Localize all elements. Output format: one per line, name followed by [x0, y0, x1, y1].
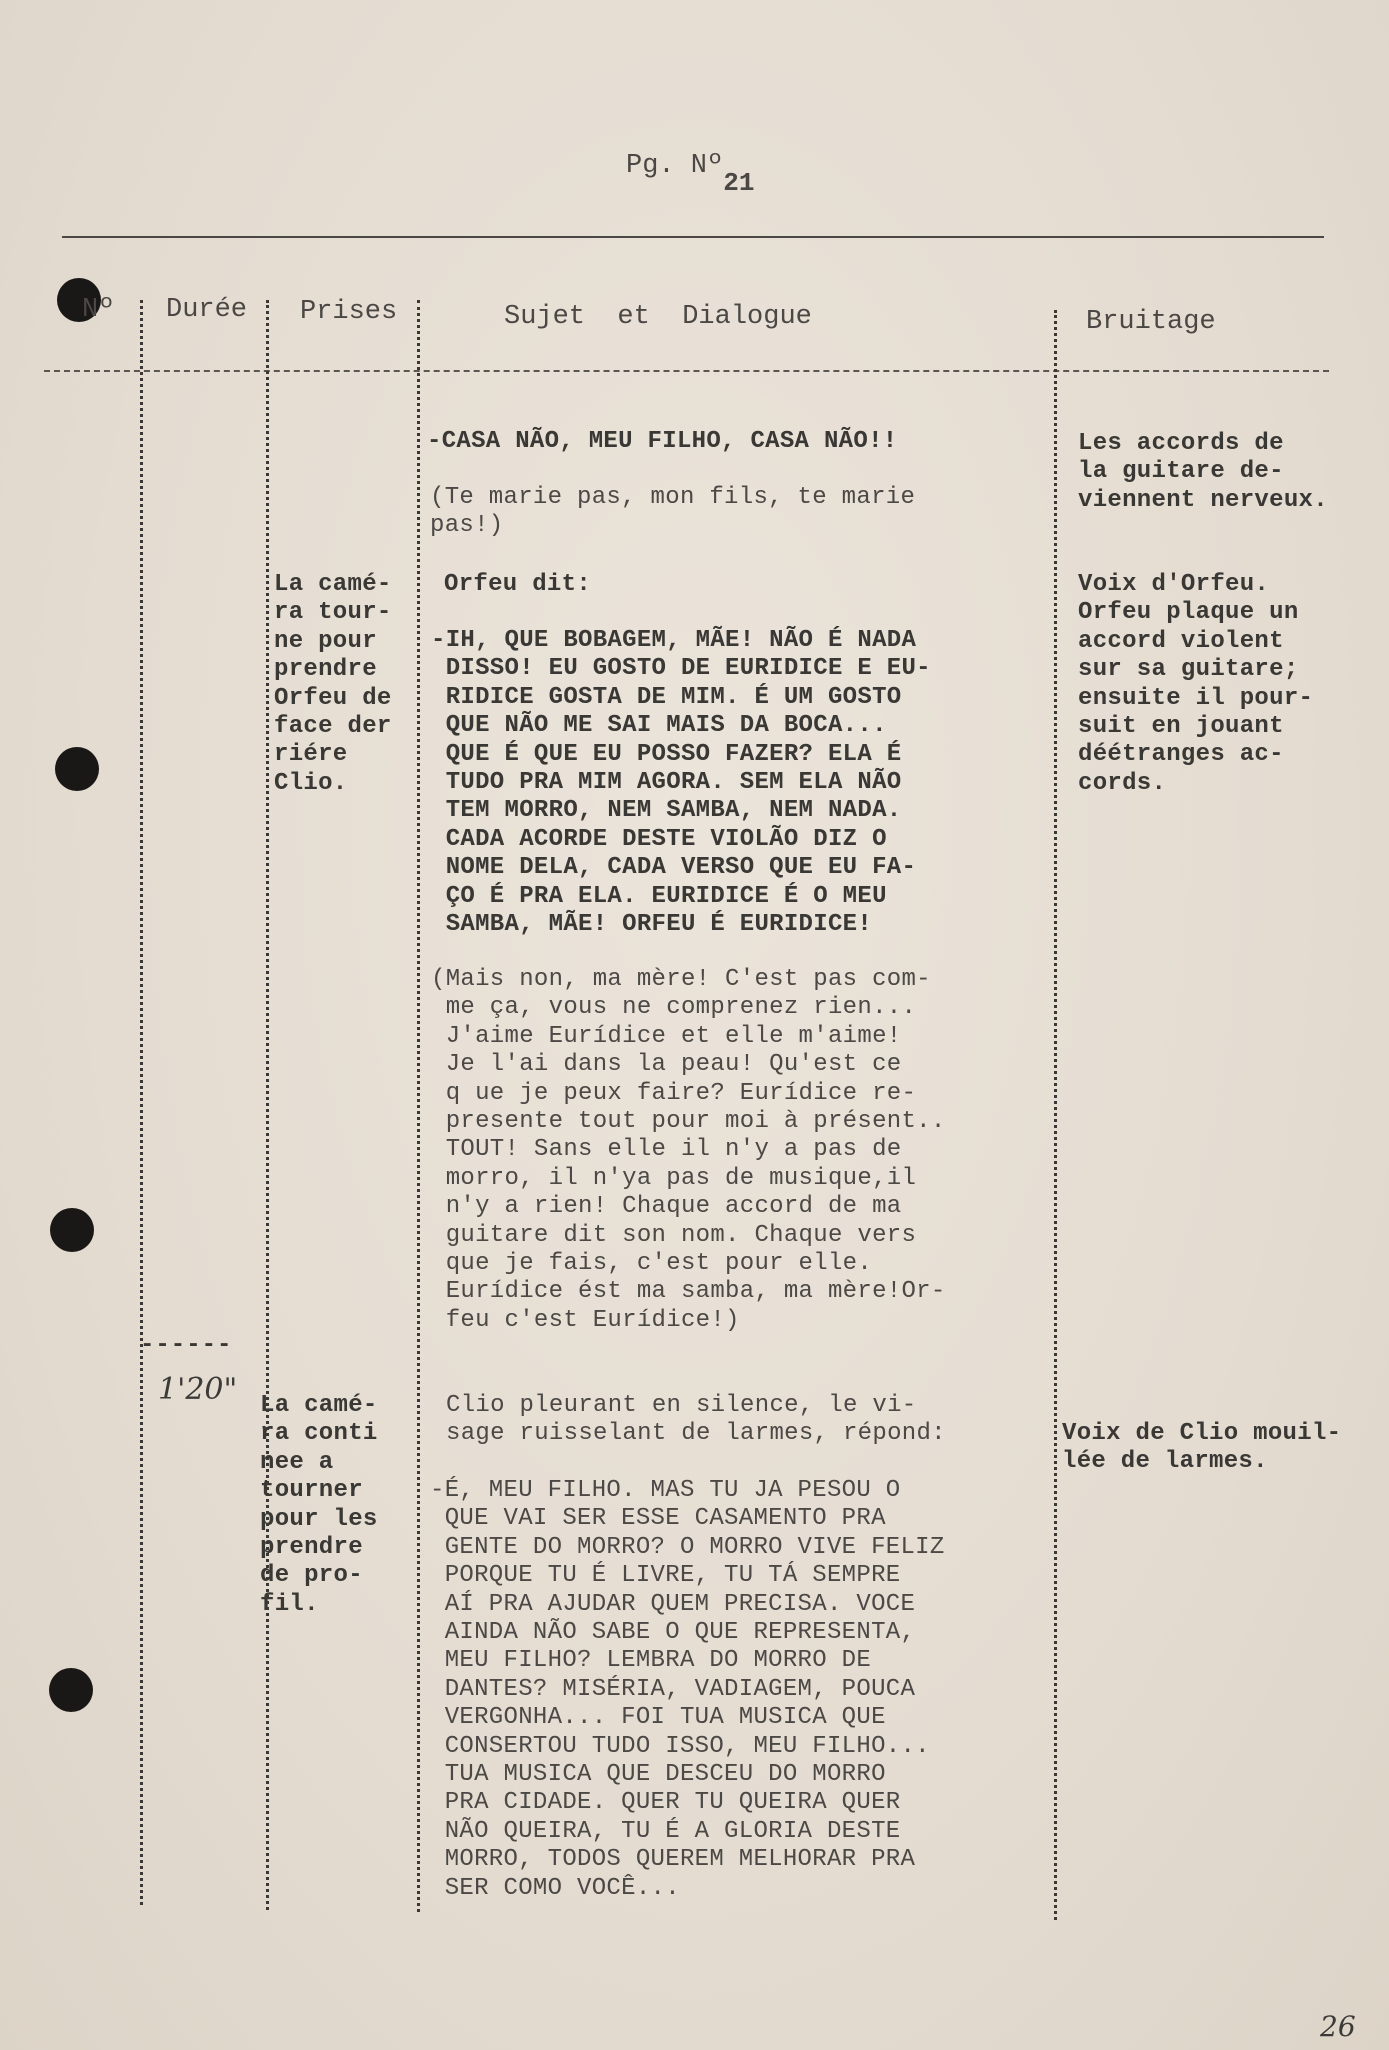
top-rule [62, 236, 1324, 238]
dialogue-1: -CASA NÃO, MEU FILHO, CASA NÃO!! [427, 428, 898, 455]
column-separator-3 [417, 300, 420, 1912]
header-rule [44, 370, 1329, 372]
page-number: 21 [723, 168, 755, 198]
header-col-no: Nº [82, 295, 115, 325]
header-col-sujet: Sujet et Dialogue [504, 302, 812, 332]
translation-1: (Te marie pas, mon fils, te marie pas!) [430, 484, 916, 540]
bruitage-1: Les accords de la guitare de- viennent nerveux. [1078, 430, 1328, 514]
prises-2: La camé- ra conti nee a tourner pour les prendre de pro- fil. [260, 1392, 378, 1618]
column-separator-1 [140, 300, 143, 1905]
column-separator-2 [266, 300, 269, 1910]
duree-separator-dashes: ------ [140, 1332, 233, 1359]
punch-hole-lower [50, 1208, 94, 1252]
prises-1: La camé- ra tour- ne pour prendre Orfeu de face der riére Clio. [274, 571, 392, 797]
header-col-duree: Durée [166, 295, 248, 325]
translation-2: (Mais non, ma mère! C'est pas com- me ça, vous ne comprenez rien... J'aime Eurídice et elle m'aime! Je l'ai dans la peau! Qu'est ce q ue je peux faire? Eurídice re- presente tout pour moi à présent.. TOUT! Sans elle il n'y a pas de morro, il n'ya pas de musique,il n'y a rien! Chaque accord de ma guitare dit son nom. Chaque vers que je fais, c'est pour elle. Eurídice ést ma samba, ma mère!Or- feu c'est Eurídice!) [431, 966, 946, 1334]
folio-number: 26 [1320, 2010, 1356, 2043]
bruitage-3: Voix de Clio mouil- lée de larmes. [1062, 1420, 1342, 1476]
page-number-heading [626, 150, 755, 198]
bruitage-2: Voix d'Orfeu. Orfeu plaque un accord violent sur sa guitare; ensuite il pour- suit en jouant déétranges ac- cords. [1078, 571, 1314, 797]
sujet-3: Clio pleurant en silence, le vi- sage ruisselant de larmes, répond: [446, 1392, 946, 1448]
column-separator-4 [1054, 310, 1057, 1920]
dialogue-2: -IH, QUE BOBAGEM, MÃE! NÃO É NADA DISSO! EU GOSTO DE EURIDICE E EU- RIDICE GOSTA DE MIM. É UM GOSTO QUE NÃO ME SAI MAIS DA BOCA... QUE É QUE EU POSSO FAZER? ELA É TUDO PRA MIM AGORA. SEM ELA NÃO TEM MORRO, NEM SAMBA, NEM NADA. CADA ACORDE DESTE VIOLÃO DIZ O NOME DELA, CADA VERSO QUE EU FA- ÇO É PRA ELA. EURIDICE É O MEU SAMBA, MÃE! ORFEU É EURIDICE! [431, 627, 931, 939]
page-label: Pg. Nº [626, 151, 724, 181]
header-col-prises: Prises [300, 297, 398, 327]
dialogue-3: -É, MEU FILHO. MAS TU JA PESOU O QUE VAI SER ESSE CASAMENTO PRA GENTE DO MORRO? O MORRO VIVE FELIZ PORQUE TU É LIVRE, TU TÁ SEMPRE AÍ PRA AJUDAR QUEM PRECISA. VOCE AINDA NÃO SABE O QUE REPRESENTA, MEU FILHO? LEMBRA DO MORRO DE DANTES? MISÉRIA, VADIAGEM, POUCA VERGONHA... FOI TUA MUSICA QUE CONSERTOU TUDO ISSO, MEU FILHO... TUA MUSICA QUE DESCEU DO MORRO PRA CIDADE. QUER TU QUEIRA QUER NÃO QUEIRA, TU É A GLORIA DESTE MORRO, TODOS QUEREM MELHORAR PRA SER COMO VOCÊ... [430, 1477, 945, 1902]
sujet-2: Orfeu dit: [444, 571, 592, 598]
punch-hole-upper [55, 747, 99, 791]
duree-handwritten: 1'20" [158, 1372, 238, 1407]
header-col-bruitage: Bruitage [1086, 307, 1216, 337]
punch-hole-bottom [49, 1668, 93, 1712]
